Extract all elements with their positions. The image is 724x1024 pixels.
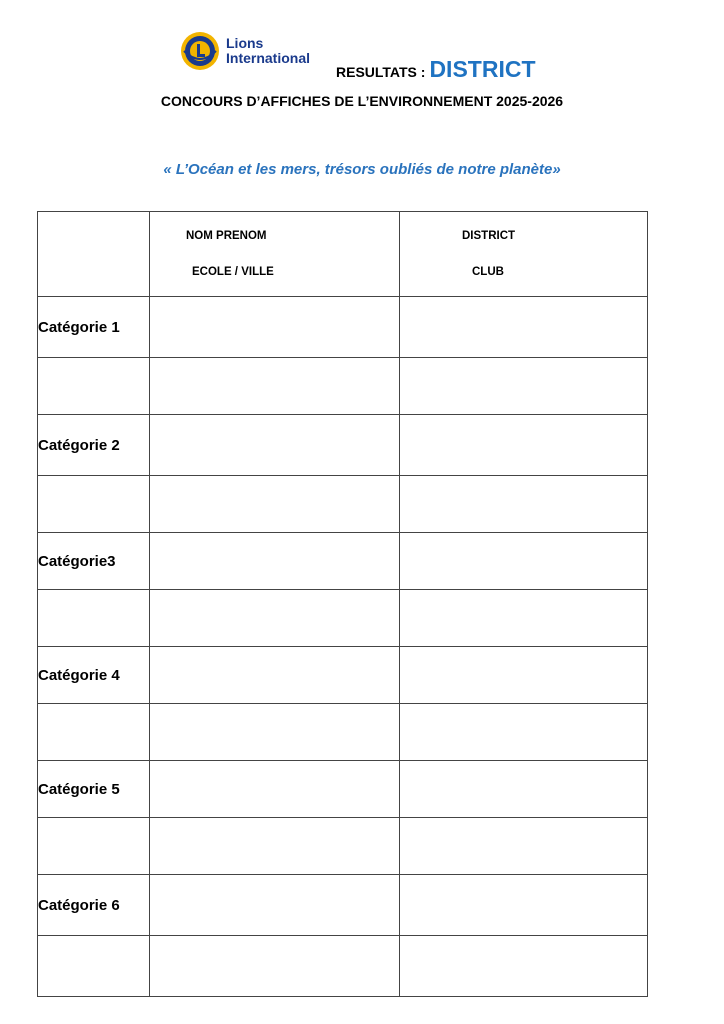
logo-text-line2: International [226,50,311,66]
district-club-cell [400,358,648,415]
name-school-cell [150,647,400,704]
header-district-club-cell [400,212,648,297]
lions-international-logo [180,31,310,71]
empty-cell [38,818,150,875]
table-row [38,590,648,647]
header-empty-cell [38,212,150,297]
header-ecole-ville: ECOLE / VILLE [192,266,274,278]
empty-cell [38,476,150,533]
name-school-cell [150,936,400,997]
name-school-cell [150,358,400,415]
empty-cell [38,936,150,997]
header-club: CLUB [472,266,504,278]
results-heading [336,56,536,83]
category-label: Catégorie3 [38,533,150,590]
contest-title: CONCOURS D’AFFICHES DE L’ENVIRONNEMENT 2025-2026 [160,93,564,109]
table-row [38,476,648,533]
district-club-cell [400,476,648,533]
name-school-cell [150,476,400,533]
table-row [38,415,648,476]
table-row [38,704,648,761]
table-row [38,936,648,997]
table-row [38,533,648,590]
table-row [38,875,648,936]
name-school-cell [150,415,400,476]
table-row [38,761,648,818]
name-school-cell [150,761,400,818]
table-header-row [38,212,648,297]
district-club-cell [400,818,648,875]
table-row [38,297,648,358]
empty-cell [38,704,150,761]
empty-cell [38,590,150,647]
district-club-cell [400,590,648,647]
name-school-cell [150,590,400,647]
district-club-cell [400,936,648,997]
district-club-cell [400,647,648,704]
name-school-cell [150,297,400,358]
results-label: RESULTATS : [336,64,426,80]
empty-cell [38,358,150,415]
results-table [37,211,648,997]
district-club-cell [400,704,648,761]
district-club-cell [400,415,648,476]
table-row [38,647,648,704]
header-district: DISTRICT [462,230,516,242]
category-label: Catégorie 6 [38,875,150,936]
name-school-cell [150,533,400,590]
lions-emblem-icon [180,31,220,71]
logo-text-line1: Lions [226,35,264,51]
category-label: Catégorie 4 [38,647,150,704]
district-club-cell [400,875,648,936]
category-label: Catégorie 5 [38,761,150,818]
district-club-cell [400,533,648,590]
district-club-cell [400,761,648,818]
category-label: Catégorie 1 [38,297,150,358]
results-district: DISTRICT [429,56,536,82]
header-name-school-cell [150,212,400,297]
contest-theme: « L’Océan et les mers, trésors oubliés de notre planète» [163,161,561,178]
category-label: Catégorie 2 [38,415,150,476]
table-row [38,818,648,875]
name-school-cell [150,704,400,761]
name-school-cell [150,818,400,875]
district-club-cell [400,297,648,358]
name-school-cell [150,875,400,936]
header-nom-prenom: NOM PRENOM [186,230,267,242]
table-row [38,358,648,415]
